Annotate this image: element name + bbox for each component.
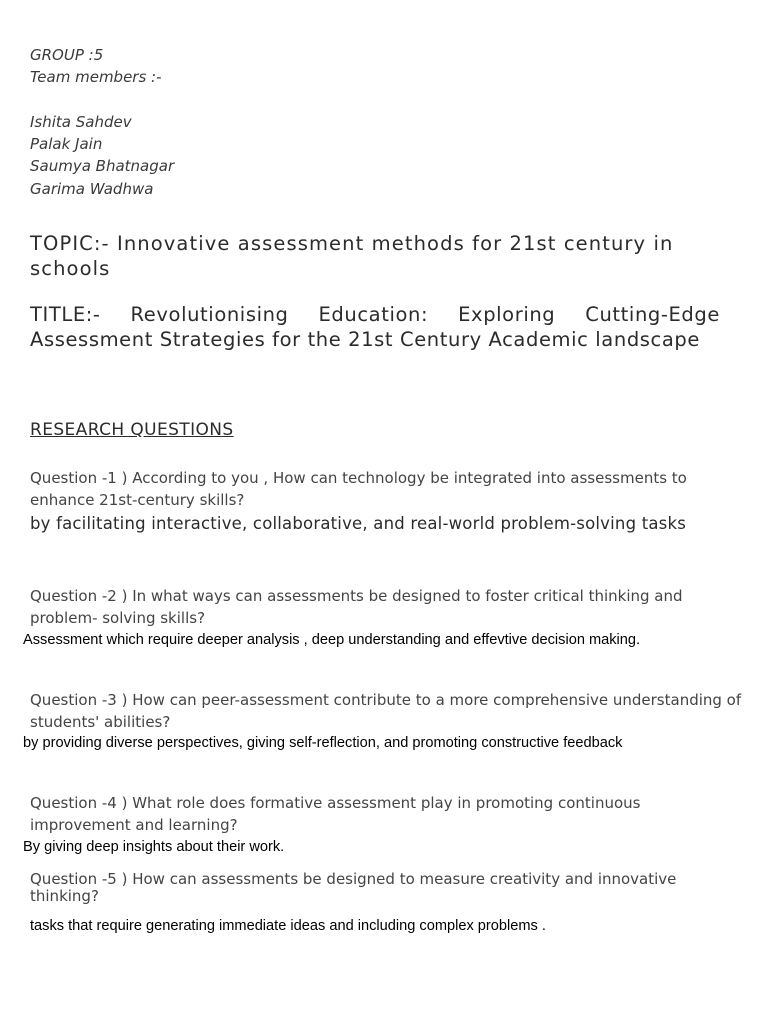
team-member: Saumya Bhatnagar xyxy=(30,157,175,175)
team-members-label: Team members :- xyxy=(30,68,162,86)
answer-5: tasks that require generating immediate ideas and including complex problems . xyxy=(30,918,546,934)
question-5: Question -5 ) How can assessments be designed to measure creativity and innovative thinking? xyxy=(30,870,677,905)
topic-heading: TOPIC:- Innovative assessment methods for 21st century in schools xyxy=(30,232,674,280)
question-1: Question -1 ) According to you , How can technology be integrated into assessments to enhance 21st-century skills? xyxy=(30,469,687,509)
answer-2: Assessment which require deeper analysis , deep understanding and effevtive decision making. xyxy=(23,632,641,648)
answer-4: By giving deep insights about their work. xyxy=(23,839,285,855)
document-title: TITLE:- Revolutionising Education: Exploring Cutting-Edge Assessment Strategies for the 21st Century Academic landscape xyxy=(30,303,720,351)
research-questions-heading: RESEARCH QUESTIONS xyxy=(30,420,234,440)
group-label: GROUP :5 xyxy=(30,46,104,64)
question-2: Question -2 ) In what ways can assessments be designed to foster critical thinking and problem- solving skills? xyxy=(30,587,683,627)
question-4: Question -4 ) What role does formative assessment play in promoting continuous improvement and learning? xyxy=(30,794,641,834)
team-member: Garima Wadhwa xyxy=(30,180,154,198)
team-member: Ishita Sahdev xyxy=(30,113,132,131)
question-3: Question -3 ) How can peer-assessment contribute to a more comprehensive understanding of students' abilities? xyxy=(30,691,742,731)
answer-1: by facilitating interactive, collaborative, and real-world problem-solving tasks xyxy=(30,514,687,533)
answer-3: by providing diverse perspectives, giving self-reflection, and promoting constructive feedback xyxy=(23,735,623,751)
team-member: Palak Jain xyxy=(30,135,103,153)
